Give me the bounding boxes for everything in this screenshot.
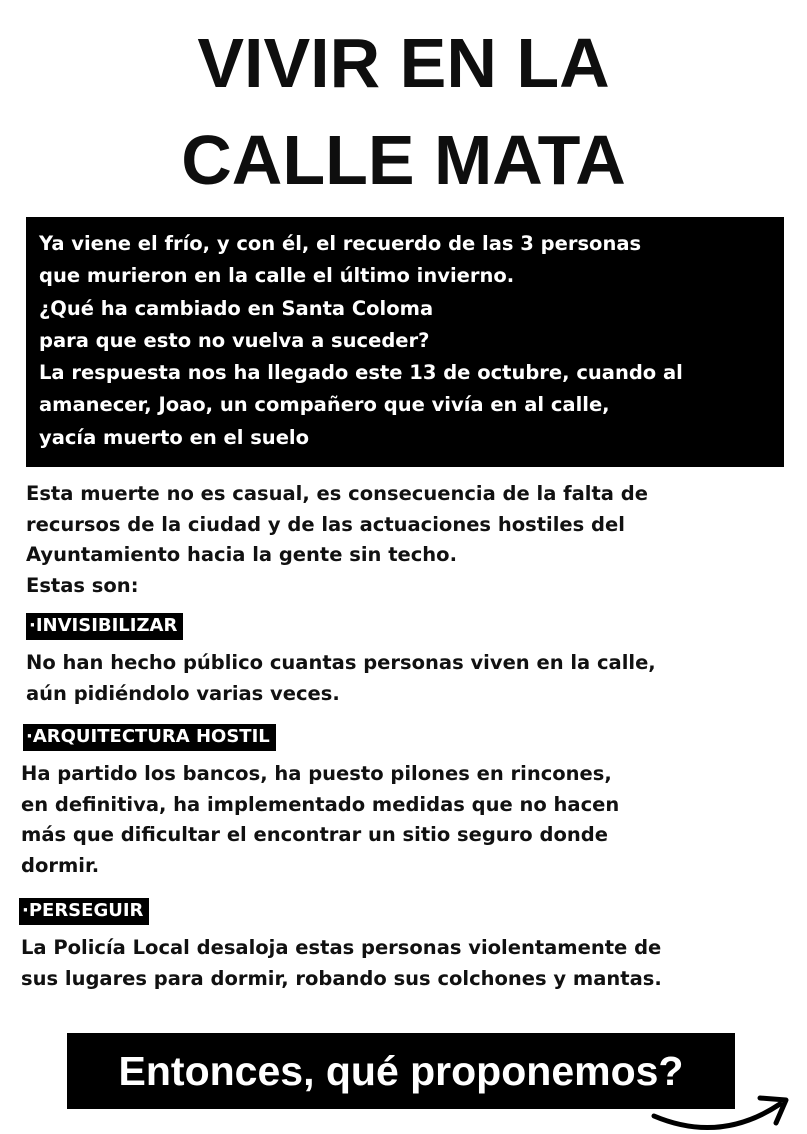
section-text-perseguir [21,933,662,994]
intro-line: para que esto no vuelva a suceder? [39,328,430,352]
curved-arrow-right-icon [640,1076,800,1134]
cta-banner: Entonces, qué proponemos? [67,1033,735,1109]
section-line: más que dificultar el encontrar un sitio seguro donde [21,823,608,846]
intro-line: que murieron en la calle el último invierno. [39,264,515,288]
title-line-2: CALLE MATA [181,121,626,199]
body-line: Esta muerte no es casual, es consecuencia de la falta de [26,482,648,505]
intro-line: Ya viene el frío, y con él, el recuerdo de las 3 personas [39,232,642,255]
body-line: recursos de la ciudad y de las actuaciones hostiles del [26,512,625,536]
intro-line: La respuesta nos ha llegado este 13 de octubre, cuando al [39,361,683,385]
section-line: La Policía Local desaloja estas personas violentamente de [21,936,662,959]
intro-box [26,217,784,467]
section-text-arquitectura-hostil [21,759,619,881]
title-line-1: VIVIR EN LA [197,24,610,102]
section-line: sus lugares para dormir, robando sus colchones y mantas. [21,966,662,990]
intro-line: amanecer, Joao, un compañero que vivía en al calle, [39,393,610,417]
intro-line: ¿Qué ha cambiado en Santa Coloma [39,296,434,320]
body-line: Ayuntamiento hacia la gente sin techo. [26,543,457,566]
body-line: Estas son: [26,573,139,597]
section-label-perseguir: ·PERSEGUIR [19,898,149,925]
section-label-invisibilizar: ·INVISIBILIZAR [26,613,183,640]
section-line: Ha partido los bancos, ha puesto pilones en rincones, [21,762,612,785]
body-paragraph [26,479,648,601]
section-line: aún pidiéndolo varias veces. [26,681,340,705]
section-line: No han hecho público cuantas personas viven en la calle, [26,651,656,674]
section-label-arquitectura-hostil: ·ARQUITECTURA HOSTIL [23,724,276,751]
intro-line: yacía muerto en el suelo [39,425,310,449]
section-line: dormir. [21,853,100,877]
section-line: en definitiva, ha implementado medidas que no hacen [21,792,620,816]
section-text-invisibilizar [26,648,656,709]
